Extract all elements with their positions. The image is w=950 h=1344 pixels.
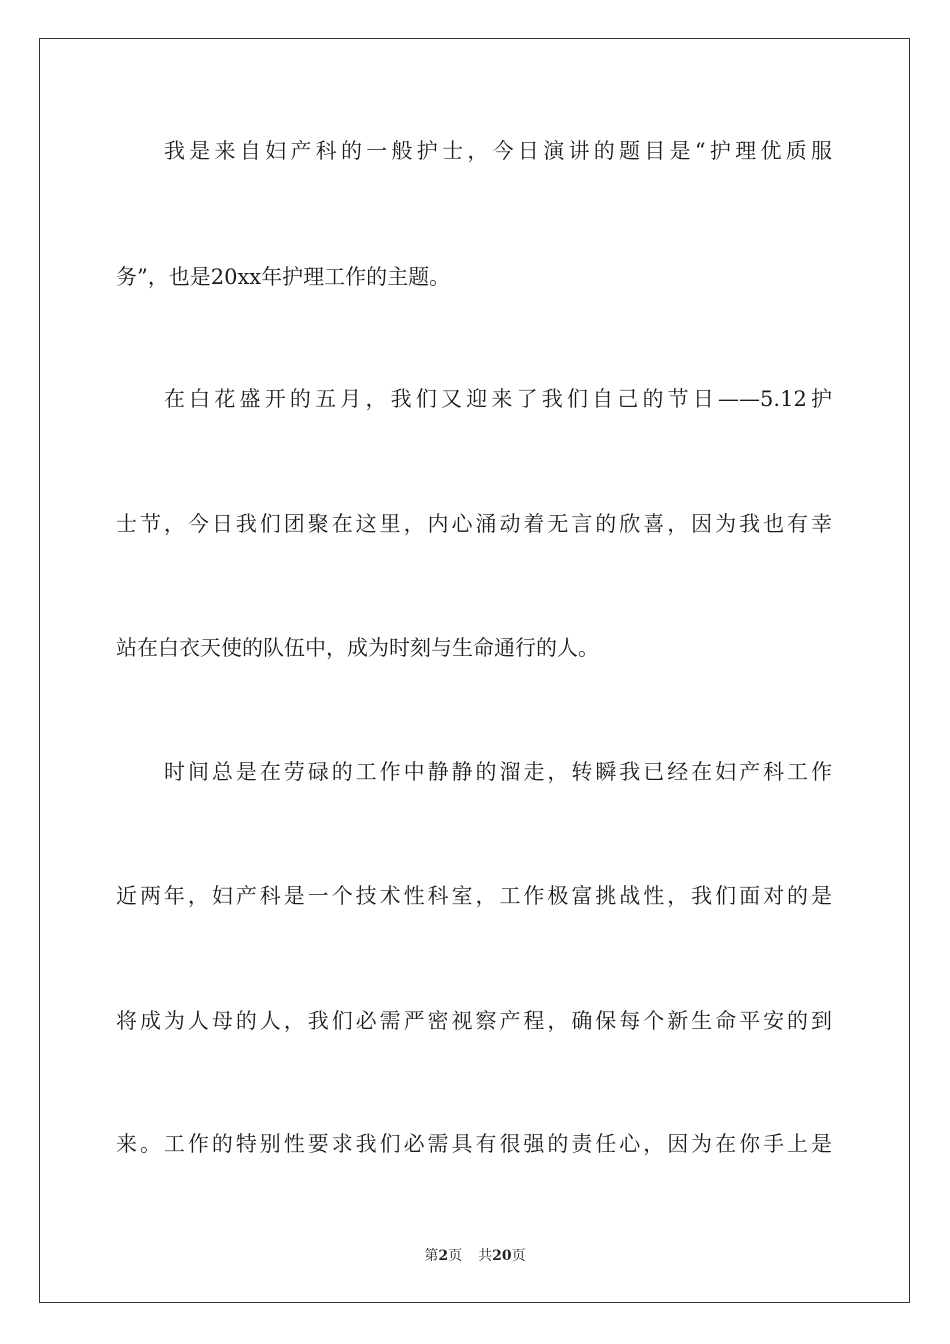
total-unit: 页	[511, 1248, 526, 1264]
page-unit: 页	[448, 1248, 463, 1264]
total-prefix: 共	[478, 1248, 493, 1264]
page-current: 2	[438, 1248, 449, 1264]
paragraph-line: 时间总是在劳碌的工作中静静的溜走，转瞬我已经在妇产科工作	[164, 760, 832, 784]
paragraph-line: 务”，也是20xx年护理工作的主题。	[116, 265, 451, 289]
paragraph-line: 士节，今日我们团聚在这里，内心涌动着无言的欣喜，因为我也有幸	[116, 512, 832, 536]
paragraph-line: 近两年，妇产科是一个技术性科室，工作极富挑战性，我们面对的是	[116, 884, 832, 908]
page-footer	[0, 1247, 950, 1265]
paragraph-line: 来。工作的特别性要求我们必需具有很强的责任心，因为在你手上是	[116, 1132, 832, 1156]
page-prefix: 第	[424, 1248, 439, 1264]
page-border	[39, 38, 910, 1303]
paragraph-line: 我是来自妇产科的一般护士，今日演讲的题目是“护理优质服	[164, 139, 832, 163]
page-total: 20	[492, 1248, 512, 1264]
paragraph-line: 将成为人母的人，我们必需严密视察产程，确保每个新生命平安的到	[116, 1009, 832, 1033]
paragraph-line: 站在白衣天使的队伍中，成为时刻与生命通行的人。	[116, 636, 599, 660]
paragraph-line: 在白花盛开的五月，我们又迎来了我们自己的节日——5.12护	[164, 387, 832, 411]
